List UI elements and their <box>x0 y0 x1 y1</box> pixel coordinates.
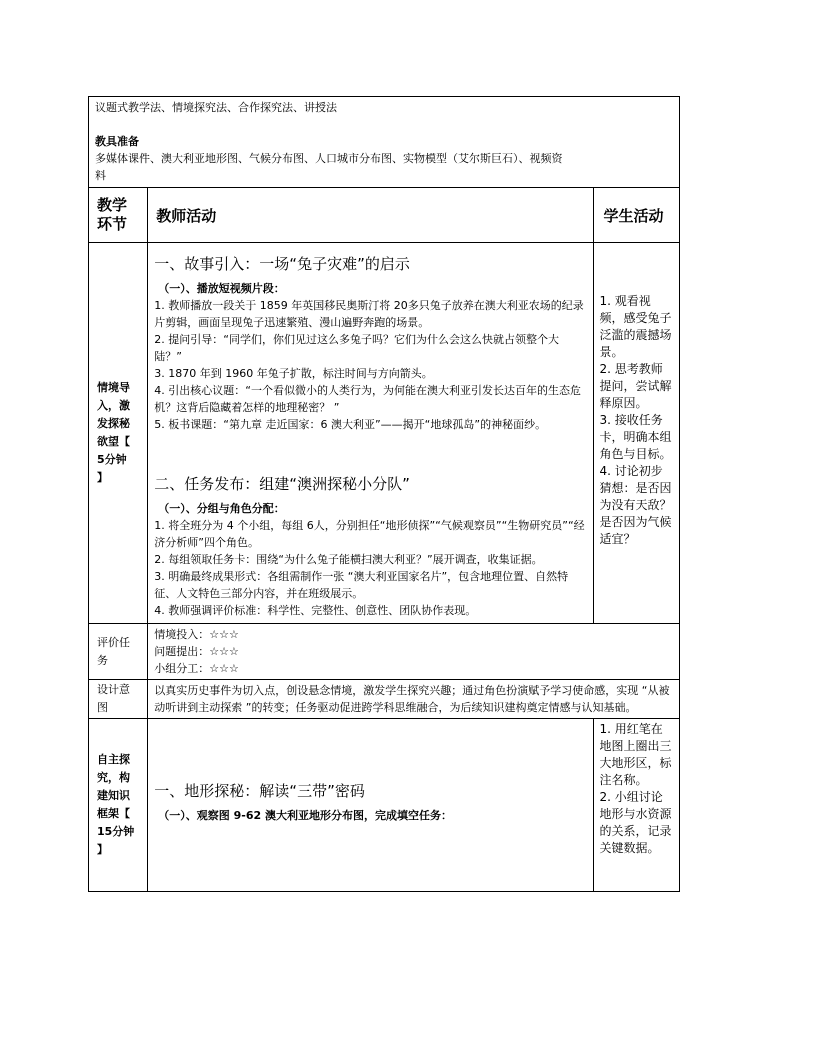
section1-title: 一、故事引入：一场“兔子灾难”的启示 <box>154 255 410 273</box>
section2-title: 二、任务发布：组建“澳洲探秘小分队” <box>154 475 410 493</box>
header-stage-line2: 环节 <box>97 215 128 233</box>
evaluation-label-cell <box>89 624 148 680</box>
star-rating-icon: ☆☆☆ <box>209 628 239 641</box>
stage1-label-line: 】 <box>97 471 108 484</box>
section2-item: 2. 每组领取任务卡：围绕“为什么兔子能横扫澳大利亚？”展开调查，收集证据。 <box>154 553 543 566</box>
stage1-label-line: 入，激 <box>97 399 130 412</box>
header-student-activity: 学生活动 <box>603 206 664 225</box>
stage2-label-line: 自主探 <box>97 753 130 766</box>
design-label-cell <box>89 680 148 719</box>
stage1-label-line: 发探秘 <box>97 417 130 430</box>
lesson-plan-page <box>88 96 680 892</box>
evaluation-criterion: 小组分工： <box>154 662 210 675</box>
design-label <box>89 681 147 717</box>
stage1-label-line: 情境导 <box>97 381 130 394</box>
stage2-label-line: 框架【 <box>97 807 130 820</box>
header-stage-cell <box>89 188 148 243</box>
section1-item: 1. 教师播放一段关于 1859 年英国移民奥斯汀将 20多只兔子放养在澳大利亚农场的纪录片剪辑，画面呈现兔子迅速繁殖、漫山遍野奔跑的场景。 <box>154 299 584 329</box>
section2-subtitle: （一）、分组与角色分配： <box>158 502 285 515</box>
evaluation-row <box>154 643 673 660</box>
student-activity-item: 3. 接收任务卡，明确本组角色与目标。 <box>599 413 672 461</box>
header-student-cell <box>593 188 679 243</box>
evaluation-row <box>154 626 673 643</box>
evaluation-criterion: 情境投入： <box>154 628 210 641</box>
design-label-line: 图 <box>97 701 108 714</box>
design-intent-cell <box>148 680 680 719</box>
star-rating-icon: ☆☆☆ <box>209 662 239 675</box>
header-teacher-cell <box>148 188 593 243</box>
design-intent-text: 以真实历史事件为切入点，创设悬念情境，激发学生探究兴趣；通过角色扮演赋予学习使命感，实现 “从被动听讲到主动探索 ”的转变；任务驱动促进跨学科思维融合，为后续知识建构奠定情感与认知基础。 <box>154 684 670 714</box>
section2-item: 4. 教师强调评价标准：科学性、完整性、创意性、团队协作表现。 <box>154 604 477 617</box>
stage2-student-cell <box>593 719 679 892</box>
stage1-label-line: 5分钟 <box>97 453 127 466</box>
tools-text-line1: 多媒体课件、澳大利亚地形图、气候分布图、人口城市分布图、实物模型（艾尔斯巨石）、视频资 <box>95 152 563 165</box>
evaluation-content-cell <box>148 624 680 680</box>
stage2-section-subtitle: （一）、观察图 9-62 澳大利亚地形分布图，完成填空任务： <box>158 809 452 822</box>
lesson-plan-table <box>88 96 680 892</box>
evaluation-criterion: 问题提出： <box>154 645 210 658</box>
section1-subtitle: （一）、播放短视频片段： <box>158 282 285 295</box>
stage2-teacher-cell <box>148 719 593 892</box>
stage1-label <box>89 379 147 487</box>
header-stage-line1: 教学 <box>97 196 128 214</box>
student-activity-item: 2. 思考教师提问，尝试解释原因。 <box>599 362 672 410</box>
teaching-methods-cell <box>89 97 680 188</box>
stage2-label <box>89 751 147 859</box>
stage2-label-line: 15分钟 <box>97 825 135 838</box>
stage2-label-line: 建知识 <box>97 789 130 802</box>
section1-item: 5. 板书课题：“第九章 走近国家：6 澳大利亚”——揭开“地球孤岛”的神秘面纱。 <box>154 418 547 431</box>
student-activity-item: 1. 观看视频，感受兔子泛滥的震撼场景。 <box>599 294 672 359</box>
student-activity-item: 4. 讨论初步猜想：是否因为没有天敌？是否因为气候适宜？ <box>599 464 672 546</box>
tools-title: 教具准备 <box>95 135 139 148</box>
section2-item: 1. 将全班分为 4 个小组，每组 6人，分别担任“地形侦探”“气候观察员”“生物研究员”“经济分析师”四个角色。 <box>154 519 585 549</box>
section1-item: 3. 1870 年到 1960 年兔子扩散，标注时间与方向箭头。 <box>154 367 433 380</box>
header-teacher-activity: 教师活动 <box>156 206 217 225</box>
stage2-section-title: 一、地形探秘：解读“三带”密码 <box>154 782 365 800</box>
stage1-label-line: 欲望【 <box>97 435 130 448</box>
design-label-line: 设计意 <box>97 683 130 696</box>
student-activity-item: 2. 小组讨论地形与水资源的关系，记录关键数据。 <box>599 790 672 855</box>
stage2-label-cell <box>89 719 148 892</box>
stage1-label-cell <box>89 243 148 624</box>
section2-item: 3. 明确最终成果形式：各组需制作一张 “澳大利亚国家名片”，包含地理位置、自然特征、人文特色三部分内容，并在班级展示。 <box>154 570 569 600</box>
evaluation-label-line: 务 <box>97 653 108 667</box>
evaluation-label <box>89 634 147 670</box>
tools-text-line2: 料 <box>95 169 106 182</box>
stage1-teacher-cell <box>148 243 593 624</box>
star-rating-icon: ☆☆☆ <box>209 645 239 658</box>
section1-item: 2. 提问引导：“同学们，你们见过这么多兔子吗？它们为什么会这么快就占领整个大陆？” <box>154 333 559 363</box>
stage2-label-line: 】 <box>97 843 108 856</box>
evaluation-label-line: 评价任 <box>97 635 130 649</box>
teaching-methods-text: 议题式教学法、情境探究法、合作探究法、讲授法 <box>95 101 337 114</box>
student-activity-item: 1. 用红笔在地图上圈出三大地形区，标注名称。 <box>599 722 672 787</box>
evaluation-row <box>154 660 673 677</box>
section1-item: 4. 引出核心议题：“一个看似微小的人类行为，为何能在澳大利亚引发长达百年的生态危机？这背后隐藏着怎样的地理秘密？ ” <box>154 384 581 414</box>
stage2-label-line: 究，构 <box>97 771 130 784</box>
stage1-student-cell <box>593 243 679 624</box>
